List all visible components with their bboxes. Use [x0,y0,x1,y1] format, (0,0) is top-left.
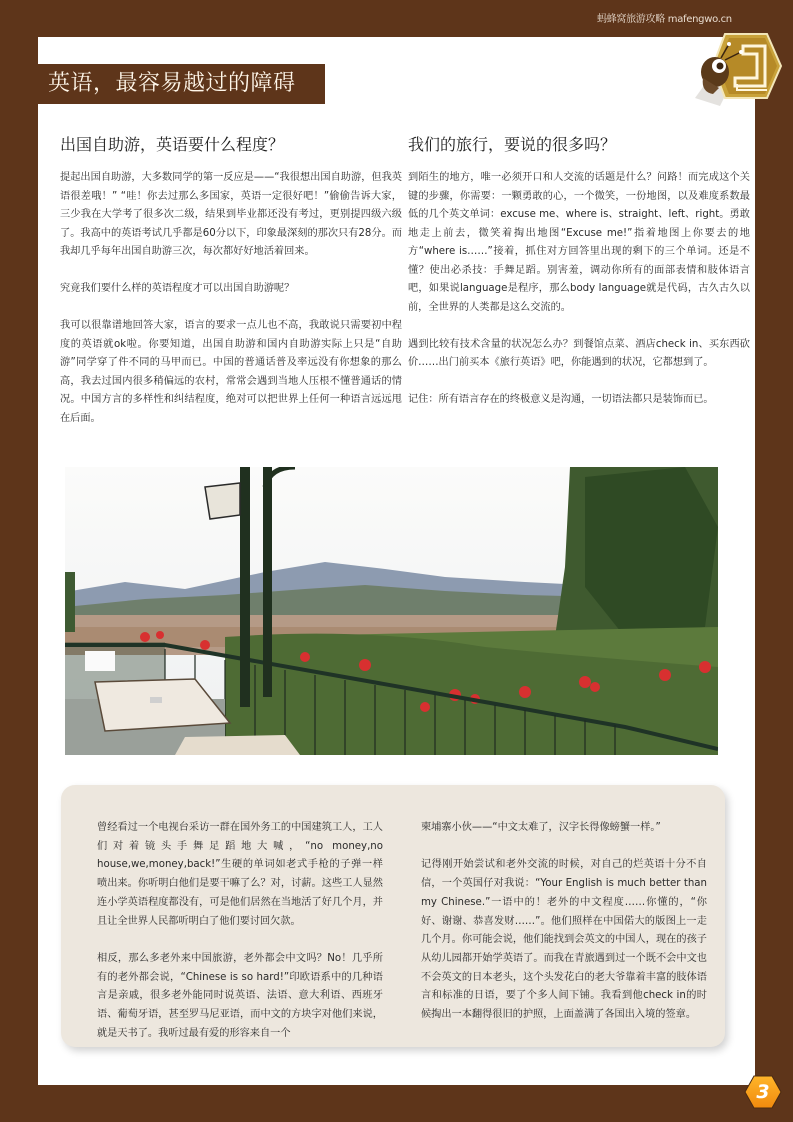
box-paragraph: 曾经看过一个电视台采访一群在国外务工的中国建筑工人，工人们对着镜头手舞足蹈地大喊，“no money,no house,we,money,back!”生硬的单词如老式手枪的子弹一样喷出来。你听明白他们是要干嘛了么？对，讨薪。这些工人显然连小学英语程度都没有，可是他们居然在当地活了好几个月，并且让全世界人民都听明白了他们要讨回欠款。 [97,822,383,927]
site-url-text: 蚂蜂窝旅游攻略 mafengwo.cn [597,14,732,25]
left-paragraph: 提起出国自助游，大多数同学的第一反应是——“我很想出国自助游，但我英语很差哦！” “哇！你去过那么多国家，英语一定很好吧！”偷偷告诉大家，三少我在大学考了很多次二级，结果到毕业都还没有考过，更别提四级六级了。我高中的英语考试几乎都是60分以下，印象最深刻的那次只有28分。而我却几乎每年出国自助游三次，每次都好好地活着回来。 [60,172,402,257]
box-left-column [97,819,383,1062]
box-right-column [421,819,707,1043]
box-paragraph: 柬埔寨小伙——“中文太难了，汉字长得像螃蟹一样。” [421,822,661,833]
florence-terrace-photo [65,467,718,755]
left-heading: 出国自助游，英语要什么程度？ [60,135,285,154]
right-paragraph: 遇到比较有技术含量的状况怎么办？到餐馆点菜、酒店check in、买东西砍价……出门前买本《旅行英语》吧，你能遇到的状况，它都想到了。 [408,338,750,368]
box-paragraph: 记得刚开始尝试和老外交流的时候，对自己的烂英语十分不自信，一个英国仔对我说：“Your English is much better than my Chinese.”一语中的！老外的中文程度……你懂的，“你好、谢谢、恭喜发财……”。他们照样在中国偌大的版图上一走几个月。你可能会说，他们能找到会英文的中国人，现在的孩子从幼儿园都开始学英语了。而我在青旅遇到过一个既不会中文也不会英文的日本老头，这个头发花白的老大爷靠着丰富的肢体语言和标准的日语，要了个多人间下铺。我看到他check in的时候掏出一本翻得很旧的护照，上面盖满了各国出入境的签章。 [421,859,707,1021]
right-paragraph: 记住：所有语言存在的终极意义是沟通，一切语法都只是装饰而已。 [408,394,714,405]
right-heading: 我们的旅行，要说的很多吗？ [408,135,617,154]
right-article-column [408,133,750,428]
box-paragraph: 相反，那么多老外来中国旅游，老外都会中文吗？No！几乎所有的老外都会说，“Chinese is so hard!”印欧语系中的几种语言是亲戚，很多老外能同时说英语、法语、意大利语、西班牙语、葡萄牙语，甚至罗马尼亚语，而中文的方块字对他们来说，就是天书了。我听过最有爱的形容来自一个 [97,952,383,1039]
left-paragraph: 究竟我们要什么样的英语程度才可以出国自助游呢？ [60,283,295,294]
page-number: 3 [756,1081,770,1103]
page-number-badge [744,1074,782,1110]
right-paragraph: 到陌生的地方，唯一必须开口和人交流的话题是什么？问路！而完成这个关键的步骤，你需要：一颗勇敢的心，一个微笑，一份地图，以及难度系数最低的几个英文单词：excuse me、where is、straight、left、right。勇敢地走上前去，微笑着掏出地图“Excuse me!”指着地图上你要去的地方“where is……”接着，抓住对方回答里出现的剩下的三个单词。还是不懂？使出必杀技：手舞足蹈。别害羞，调动你所有的面部表情和肢体语言吧，如果说language是程序，那么body language就是代码，古久古久以前，全世界的人类都是这么交流的。 [408,172,750,313]
page-title: 英语，最容易越过的障碍 [38,64,325,104]
left-paragraph: 我可以很靠谱地回答大家，语言的要求一点儿也不高，我敢说只需要初中程度的英语就ok啦。你要知道，出国自助游和国内自助游实际上只是“自助游”同学穿了件不同的马甲而已。中国的普通话普及率远没有你想象的那么高，我去过国内很多稍偏远的农村，常常会遇到当地人压根不懂普通话的情况。中国方言的多样性和纠结程度，绝对可以把世界上任何一种语言远远甩在后面。 [60,320,402,424]
mafengwo-logo-icon [685,28,785,106]
sidebar-story-box [61,785,725,1047]
left-article-column [60,133,402,447]
